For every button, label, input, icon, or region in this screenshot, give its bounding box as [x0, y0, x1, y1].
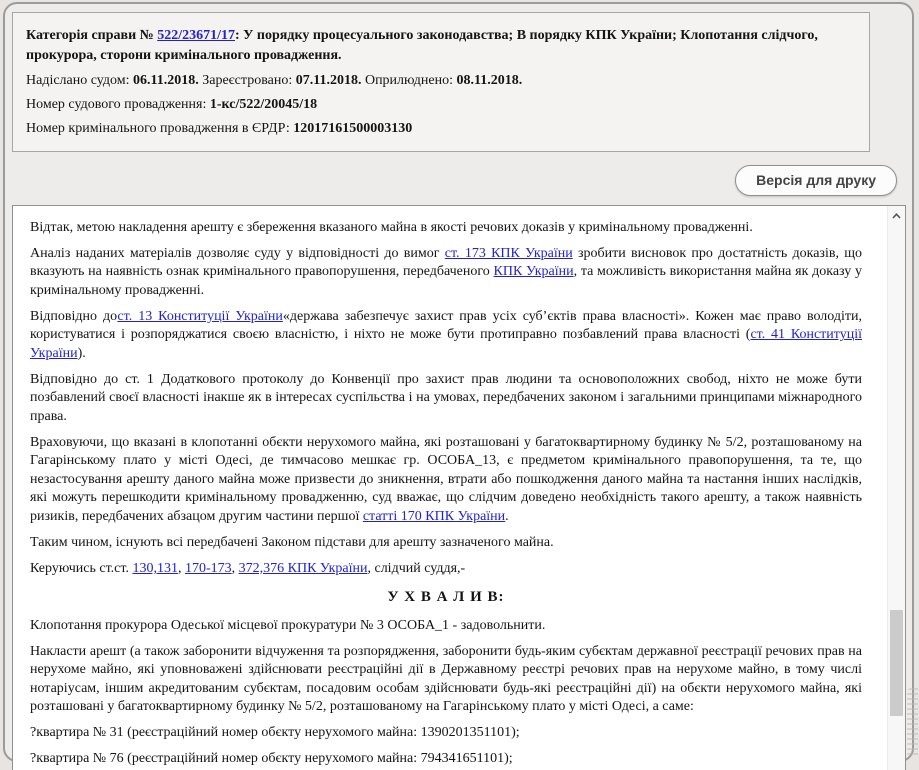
statute-link[interactable]: 130,131 [132, 560, 178, 576]
doc-paragraph [30, 643, 862, 717]
statute-link[interactable]: 170-173 [184, 560, 232, 576]
doc-text-segment: Враховуючи, що вказані в клопотанні обєкти нерухомого майна, які розташовані у багатоквартирному будинку № 5/2, розташованому на Гагарінському плато у місті Одесі, де тимчасово мешкає гр. ОСОБА_13, є предметом кримінального правопорушення, та те, що незастосування арешту даного майна може призвести до зникнення, втрати або пошкодження даного майна та настання інших наслідків, які можуть перешкодити кримінальному провадженню, суд вважає, що слідчим доведено необхідність такого арешту, а також наявність ризиків, передбачених абзацом другим частини першої [30, 434, 862, 524]
doc-text-segment: ). [77, 345, 86, 361]
doc-paragraph [30, 308, 862, 364]
scroll-up-button[interactable] [888, 208, 905, 223]
doc-text-segment: Керуючись ст.ст. [30, 560, 133, 576]
criminal-label: Номер кримінального провадження в ЄРДР: [26, 121, 290, 137]
doc-text-segment: Відповідно до [30, 308, 118, 324]
doc-paragraph [30, 617, 862, 636]
doc-text-segment: Відтак, метою накладення арешту є збереження вказаного майна в якості речових доказів у кримінальному провадженні. [30, 219, 753, 235]
case-category-description: : У порядку процесуального законодавства; В порядку КПК України; Клопотання слідчого, прокурора, сторони кримінального провадження. [26, 28, 818, 64]
published-date: 08.11.2018. [456, 72, 523, 88]
doc-text-segment: зробити висновок про достатність доказів, що вказують на наявність ознак кримінального правопорушення, передбаченого [30, 245, 863, 280]
dates-line [26, 71, 856, 91]
registered-label: Зареєстровано: [202, 72, 293, 88]
criminal-proceeding-line [26, 119, 856, 139]
chevron-up-icon [892, 213, 901, 219]
document-text [13, 206, 886, 770]
scrollbar-thumb[interactable] [890, 610, 903, 716]
sent-date: 06.11.2018. [133, 72, 199, 88]
doc-paragraph [30, 534, 862, 553]
doc-text-segment: , [177, 560, 185, 576]
sent-label: Надіслано судом: [26, 72, 130, 88]
doc-text-segment: , та можливість використання майна як доказу у кримінальному провадженні. [30, 264, 862, 298]
doc-text-segment: Відповідно до ст. 1 Додаткового протоколу до Конвенції про захист прав людини та основоположних свобод, ніхто не може бути позбавлений своєї власності інакше як в інтересах суспільства і на умовах, передбачених законом і загальними принципами міжнародного права. [30, 371, 862, 424]
case-meta-box [12, 12, 870, 152]
statute-link[interactable]: ст. 41 Конституції України [30, 327, 862, 361]
doc-paragraph [30, 560, 862, 579]
case-category-label: Категорія справи № [26, 28, 158, 43]
doc-paragraph [30, 245, 862, 301]
doc-text-segment: У Х В А Л И В: [387, 589, 505, 606]
vertical-scrollbar[interactable] [887, 206, 905, 770]
proceeding-number: 1-кс/522/20045/18 [209, 96, 318, 112]
scroll-down-button[interactable] [888, 765, 905, 770]
criminal-number: 12017161500003130 [293, 121, 413, 137]
registered-date: 07.11.2018. [295, 72, 362, 88]
doc-text-segment: ?квартира № 76 (реєстраційний номер обєкту нерухомого майна: 794341651101); [30, 751, 513, 767]
doc-text-segment: , [231, 560, 239, 576]
page-frame [3, 2, 914, 767]
doc-paragraph [30, 434, 862, 527]
right-edge-watermark [907, 688, 918, 758]
doc-text-segment: . [505, 508, 509, 524]
doc-paragraph [30, 750, 862, 769]
doc-text-segment: «держава забезпечує захист прав усіх суб’єктів права власності». Кожен має право володіти, користуватися і розпоряджатися своєю власністю, і ніхто не може бути протиправно позбавлений права власності ( [30, 308, 862, 343]
doc-text-segment: ?квартира № 31 (реєстраційний номер обєкту нерухомого майна: 1390201351101); [30, 725, 520, 741]
ruling-heading [30, 588, 862, 607]
statute-link[interactable]: КПК України [493, 264, 574, 280]
doc-paragraph [30, 219, 862, 238]
doc-text-segment: Таким чином, існують всі передбачені Законом підстави для арешту зазначеного майна. [30, 534, 554, 550]
statute-link[interactable]: ст. 13 Конституції України [117, 308, 283, 324]
document-scroll-area [12, 205, 906, 770]
doc-text-segment: Аналіз наданих матеріалів дозволяє суду у відповідності до вимог [30, 245, 445, 261]
statute-link[interactable]: ст. 173 КПК України [444, 245, 573, 261]
doc-text-segment: Накласти арешт (а також заборонити відчуження та розпорядження, заборонити будь-яким субєктам державної реєстрації речових прав на нерухоме майно, які уповноважені здійснювати реєстраційні дії в Державному реєстрі речових прав на нерухоме майно, в тому числі нотаріусам, іншим акредитованим субєктам, посадовим особам здійснювати будь-які реєстраційні дії) на обєкти нерухомого майна, які розташовані у багатоквартирному будинку № 5/2, розташованому на Гагарінському плато у місті Одесі, а саме: [30, 643, 862, 715]
doc-text-segment: , слідчий суддя,- [367, 560, 466, 576]
doc-paragraph [30, 371, 862, 427]
statute-link[interactable]: 372,376 КПК України [238, 560, 368, 576]
toolbar [5, 152, 912, 205]
doc-text-segment: Клопотання прокурора Одеської місцевої прокуратури № 3 ОСОБА_1 - задовольнити. [30, 617, 546, 633]
published-label: Оприлюднено: [364, 72, 453, 88]
statute-link[interactable]: статті 170 КПК України [362, 508, 506, 524]
doc-paragraph [30, 724, 862, 743]
print-version-button[interactable]: Версія для друку [735, 165, 897, 196]
proceeding-label: Номер судового провадження: [26, 96, 207, 112]
court-proceeding-line [26, 95, 856, 115]
case-number-link[interactable]: 522/23671/17 [157, 28, 235, 43]
case-category-line [26, 26, 856, 67]
